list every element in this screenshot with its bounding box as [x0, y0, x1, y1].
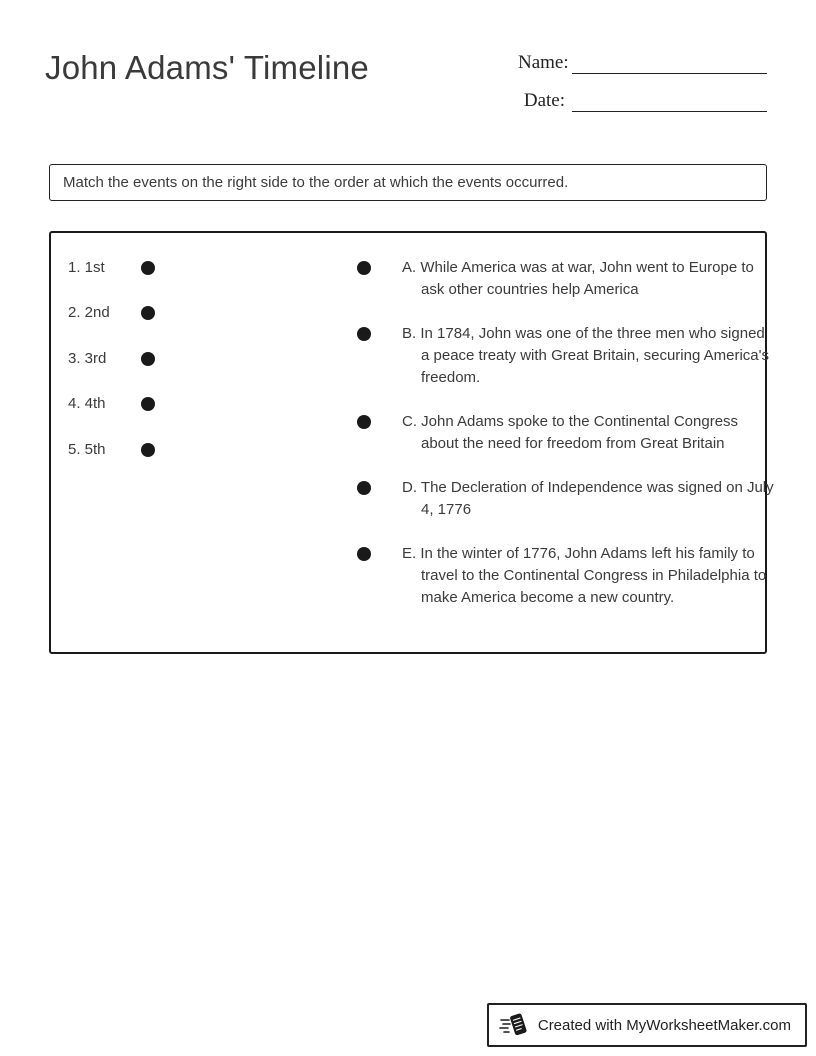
order-item-5-match-dot[interactable]	[141, 443, 155, 457]
event-d-letter: D.	[402, 479, 417, 496]
order-item-2-match-dot[interactable]	[141, 306, 155, 320]
event-e-match-dot[interactable]	[357, 547, 371, 561]
event-a-letter: A.	[402, 259, 417, 276]
instruction-box	[49, 164, 767, 201]
date-input-line[interactable]	[572, 90, 767, 112]
event-d-description: The Decleration of Independence was signed on July 4, 1776	[420, 479, 774, 518]
page-title: John Adams' Timeline	[45, 49, 369, 86]
order-item-4-match-dot[interactable]	[141, 397, 155, 411]
event-d-text	[402, 477, 774, 521]
event-a-text	[402, 257, 774, 301]
event-e-text	[402, 543, 774, 609]
name-input-line[interactable]	[572, 52, 767, 74]
order-item-5	[68, 439, 155, 461]
event-b-text	[402, 323, 774, 389]
event-a-match-dot[interactable]	[357, 261, 371, 275]
instruction-text: Match the events on the right side to the order at which the events occurred.	[63, 174, 569, 191]
order-item-1-match-dot[interactable]	[141, 261, 155, 275]
order-item-4	[68, 393, 155, 415]
event-b-description: In 1784, John was one of the three men who signed a peace treaty with Great Britain, securing America's freedom.	[420, 325, 770, 386]
event-c-description: John Adams spoke to the Continental Congress about the need for freedom from Great Britain	[421, 413, 739, 452]
event-a-description: While America was at war, John went to Europe to ask other countries help America	[420, 259, 754, 298]
footer-credit-badge	[487, 1003, 807, 1047]
order-item-3	[68, 348, 155, 370]
event-c-text	[402, 411, 774, 455]
event-b-match-dot[interactable]	[357, 327, 371, 341]
order-item-2	[68, 302, 155, 324]
order-item-1-label: 1. 1st	[68, 259, 105, 276]
date-label: Date:	[523, 90, 565, 111]
flying-worksheet-icon	[499, 1011, 529, 1039]
order-item-1	[68, 257, 155, 279]
event-c-letter: C.	[402, 413, 417, 430]
event-c-match-dot[interactable]	[357, 415, 371, 429]
matching-exercise-box	[49, 231, 774, 654]
order-item-2-label: 2. 2nd	[68, 304, 110, 321]
date-field-row	[518, 90, 767, 112]
event-d-match-dot[interactable]	[357, 481, 371, 495]
name-label: Name:	[518, 52, 569, 73]
event-b-letter: B.	[402, 325, 417, 342]
event-e-letter: E.	[402, 545, 417, 562]
order-item-4-label: 4. 4th	[68, 395, 106, 412]
order-item-5-label: 5. 5th	[68, 441, 106, 458]
credit-text: Created with MyWorksheetMaker.com	[537, 1016, 791, 1034]
name-field-row	[518, 52, 767, 74]
event-e-description: In the winter of 1776, John Adams left his family to travel to the Continental Congress in Philadelphia to make America become a new country.	[420, 545, 767, 606]
order-item-3-match-dot[interactable]	[141, 352, 155, 366]
order-item-3-label: 3. 3rd	[68, 350, 107, 367]
